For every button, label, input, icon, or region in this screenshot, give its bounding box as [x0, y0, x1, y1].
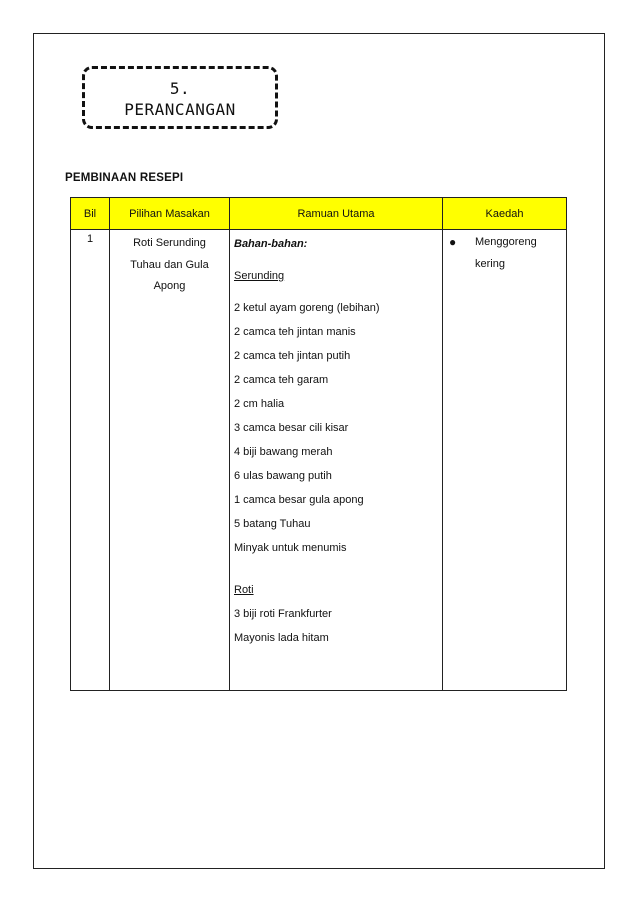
header-pilihan-masakan: Pilihan Masakan	[110, 198, 230, 230]
bullet-icon: ●	[449, 235, 457, 249]
ingredient-item: 4 biji bawang merah	[234, 446, 333, 458]
method-item	[449, 232, 564, 275]
table-row	[71, 230, 567, 691]
ingredient-item: Mayonis lada hitam	[234, 632, 329, 644]
method-text-line: Menggoreng	[475, 236, 537, 248]
cell-pilihan-masakan	[110, 230, 230, 691]
ingredient-item: 2 camca teh jintan manis	[234, 326, 356, 338]
ingredient-item: Minyak untuk menumis	[234, 542, 347, 554]
section-title-box	[82, 66, 278, 129]
cell-ramuan-utama	[230, 230, 443, 691]
ingredient-item: 3 biji roti Frankfurter	[234, 608, 332, 620]
ingredient-item: 3 camca besar cili kisar	[234, 422, 349, 434]
recipe-table	[70, 197, 567, 691]
dish-name-line: Tuhau dan Gula	[130, 258, 209, 271]
ingredient-item: 6 ulas bawang putih	[234, 470, 332, 482]
document-heading: PEMBINAAN RESEPI	[65, 172, 184, 184]
ingredient-item: 2 camca teh jintan putih	[234, 350, 351, 362]
ingredient-item: 2 ketul ayam goreng (lebihan)	[234, 302, 380, 314]
cell-kaedah	[443, 230, 567, 691]
ingredient-item: 2 camca teh garam	[234, 374, 329, 386]
header-ramuan-utama: Ramuan Utama	[230, 198, 443, 230]
dish-name-line: Roti Serunding	[133, 237, 206, 249]
roti-subtitle: Roti	[234, 584, 254, 596]
section-number: 5.	[169, 79, 191, 98]
header-kaedah: Kaedah	[443, 198, 567, 230]
method-text-line: kering	[475, 257, 505, 270]
ingredient-item: 1 camca besar gula apong	[234, 494, 364, 506]
ingredient-item: 2 cm halia	[234, 398, 285, 410]
dish-name-line: Apong	[153, 280, 186, 292]
ingredients-label: Bahan-bahan:	[234, 238, 308, 250]
serunding-subtitle: Serunding	[234, 270, 285, 282]
header-bil: Bil	[71, 198, 110, 230]
ingredient-item: 5 batang Tuhau	[234, 518, 311, 530]
table-header-row	[71, 198, 567, 230]
section-title: PERANCANGAN	[124, 100, 236, 119]
cell-bil: 1	[71, 230, 110, 691]
